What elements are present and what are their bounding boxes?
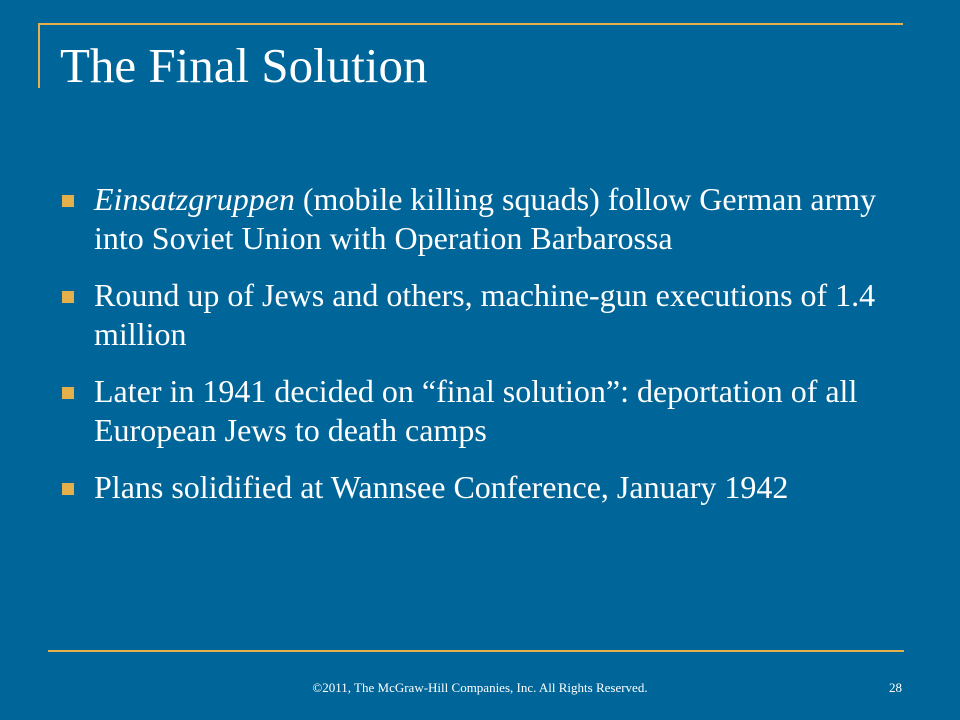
bottom-border-line bbox=[48, 650, 904, 652]
top-border-line bbox=[38, 23, 903, 25]
bullet-item bbox=[60, 180, 880, 258]
bullet-text: Plans solidified at Wannsee Conference, January 1942 bbox=[94, 469, 789, 505]
slide-title: The Final Solution bbox=[60, 38, 428, 93]
bullet-text: Round up of Jews and others, machine-gun executions of 1.4 million bbox=[94, 277, 876, 352]
square-bullet-icon bbox=[62, 195, 74, 207]
bullet-text: (mobile killing squads) follow German army into Soviet Union with Operation Barbarossa bbox=[94, 181, 877, 256]
page-number: 28 bbox=[889, 680, 902, 695]
bullet-item bbox=[60, 372, 880, 450]
bullet-text: Later in 1941 decided on “final solution”: deportation of all European Jews to death camps bbox=[94, 373, 858, 448]
square-bullet-icon bbox=[62, 387, 74, 399]
square-bullet-icon bbox=[62, 291, 74, 303]
bullet-emphasis: Einsatzgruppen bbox=[94, 181, 295, 217]
square-bullet-icon bbox=[62, 483, 74, 495]
left-border-line bbox=[38, 23, 40, 88]
bullet-item bbox=[60, 468, 880, 507]
bullet-list bbox=[60, 180, 880, 525]
copyright-footer: ©2011, The McGraw-Hill Companies, Inc. All Rights Reserved. bbox=[312, 680, 648, 695]
bullet-item bbox=[60, 276, 880, 354]
